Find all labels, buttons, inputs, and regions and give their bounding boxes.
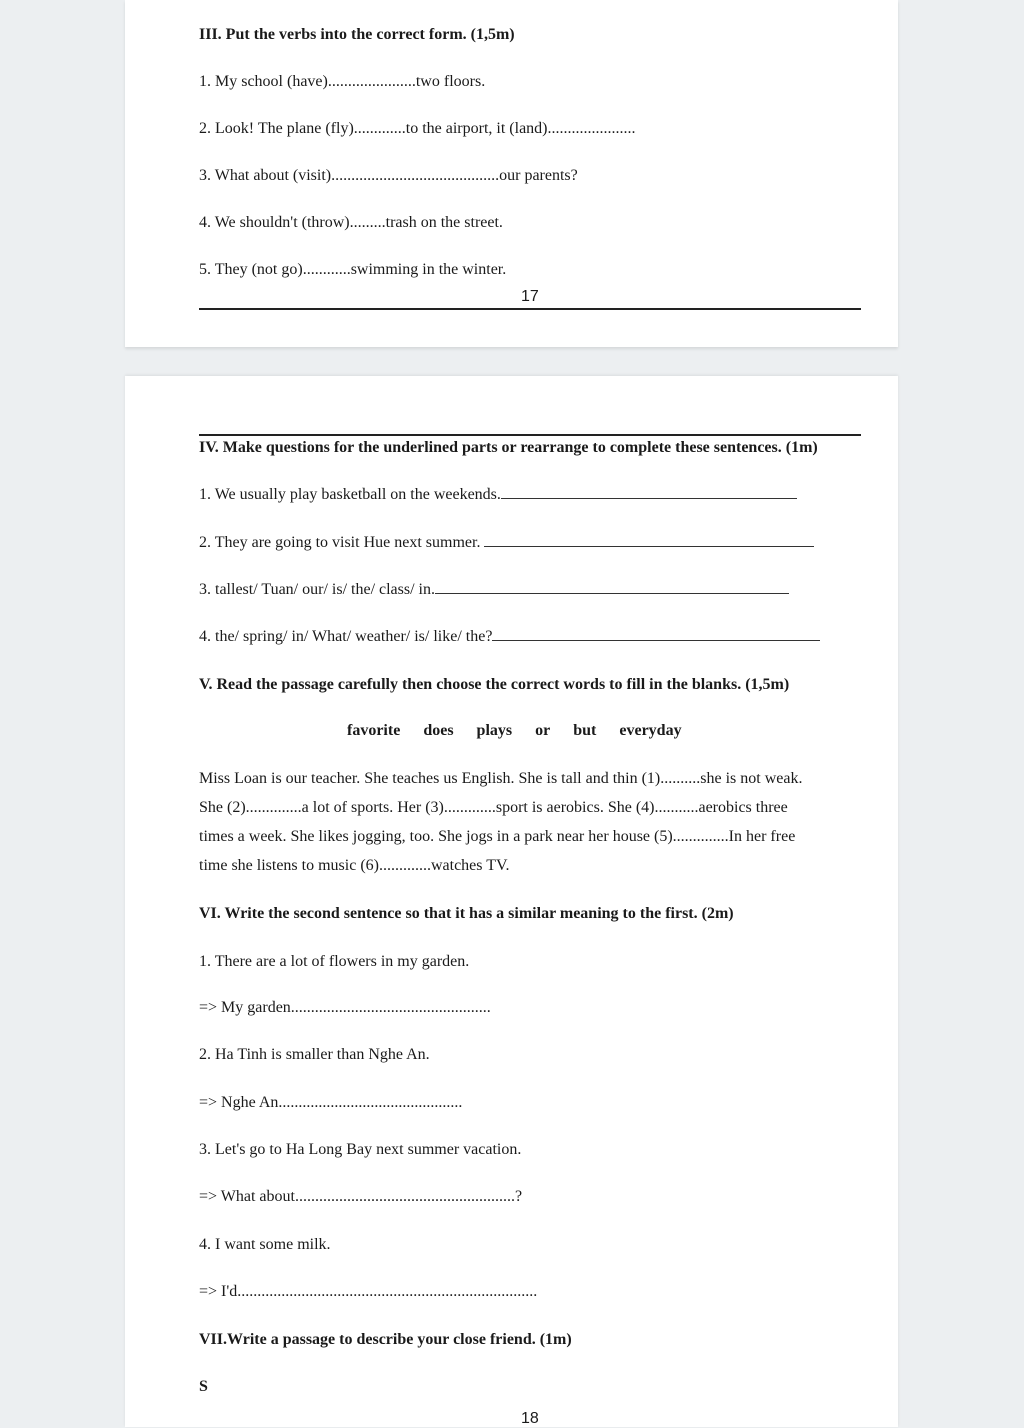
section-7-start: S xyxy=(199,1378,208,1395)
passage-line-1: Miss Loan is our teacher. She teaches us English. She is tall and thin (1)..........she is not weak. xyxy=(199,770,803,787)
answer-line[interactable] xyxy=(492,626,820,641)
section-4-heading: IV. Make questions for the underlined parts or rearrange to complete these sentences. (1m) xyxy=(199,439,818,456)
word-option: does xyxy=(423,722,454,739)
exercise-3-item-1: 1. My school (have)......................two floors. xyxy=(199,73,486,90)
exercise-6-answer-4: => I'd........................................................................... xyxy=(199,1283,538,1300)
page-number-17: 17 xyxy=(521,288,539,305)
passage-line-4: time she listens to music (6).............watches TV. xyxy=(199,857,510,874)
item-text: 1. We usually play basketball on the weekends. xyxy=(199,486,501,503)
section-5-heading: V. Read the passage carefully then choose the correct words to fill in the blanks. (1,5m) xyxy=(199,676,790,693)
exercise-6-item-3: 3. Let's go to Ha Long Bay next summer vacation. xyxy=(199,1141,522,1158)
word-option: favorite xyxy=(347,722,401,739)
section-3-heading: III. Put the verbs into the correct form. (1,5m) xyxy=(199,26,515,43)
section-7-heading: VII.Write a passage to describe your close friend. (1m) xyxy=(199,1331,572,1348)
exercise-6-answer-1: => My garden.................................................. xyxy=(199,999,491,1016)
exercise-3-item-3: 3. What about (visit)..........................................our parents? xyxy=(199,167,578,184)
exercise-6-item-2: 2. Ha Tinh is smaller than Nghe An. xyxy=(199,1046,430,1063)
exercise-6-item-4: 4. I want some milk. xyxy=(199,1236,331,1253)
exercise-4-item-1 xyxy=(199,484,797,505)
exercise-3-item-4: 4. We shouldn't (throw).........trash on the street. xyxy=(199,214,503,231)
word-option: but xyxy=(573,722,597,739)
answer-line[interactable] xyxy=(484,532,814,547)
exercise-4-item-3 xyxy=(199,579,789,600)
word-option: or xyxy=(535,722,551,739)
passage-line-2: She (2)..............a lot of sports. Her (3).............sport is aerobics. She (4)...........aerobics three xyxy=(199,799,788,816)
exercise-3-item-2: 2. Look! The plane (fly).............to the airport, it (land)...................... xyxy=(199,120,636,137)
exercise-6-item-1: 1. There are a lot of flowers in my garden. xyxy=(199,953,470,970)
item-text: 3. tallest/ Tuan/ our/ is/ the/ class/ in. xyxy=(199,581,435,598)
exercise-4-item-4 xyxy=(199,626,820,647)
header-rule xyxy=(199,434,861,436)
exercise-3-item-5: 5. They (not go)............swimming in the winter. xyxy=(199,261,507,278)
answer-line[interactable] xyxy=(435,579,789,594)
passage-line-3: times a week. She likes jogging, too. She jogs in a park near her house (5)..............In her free xyxy=(199,828,796,845)
footer-rule xyxy=(199,308,861,310)
exercise-4-item-2 xyxy=(199,532,814,553)
answer-line[interactable] xyxy=(501,484,797,499)
item-text: 2. They are going to visit Hue next summer. xyxy=(199,534,481,551)
word-box xyxy=(347,722,705,740)
exercise-6-answer-3: => What about.......................................................? xyxy=(199,1188,523,1205)
page-number-18: 18 xyxy=(521,1410,539,1427)
word-option: plays xyxy=(476,722,513,739)
word-option: everyday xyxy=(619,722,682,739)
exercise-6-answer-2: => Nghe An.............................................. xyxy=(199,1094,463,1111)
item-text: 4. the/ spring/ in/ What/ weather/ is/ like/ the? xyxy=(199,628,493,645)
section-6-heading: VI. Write the second sentence so that it has a similar meaning to the first. (2m) xyxy=(199,905,734,922)
